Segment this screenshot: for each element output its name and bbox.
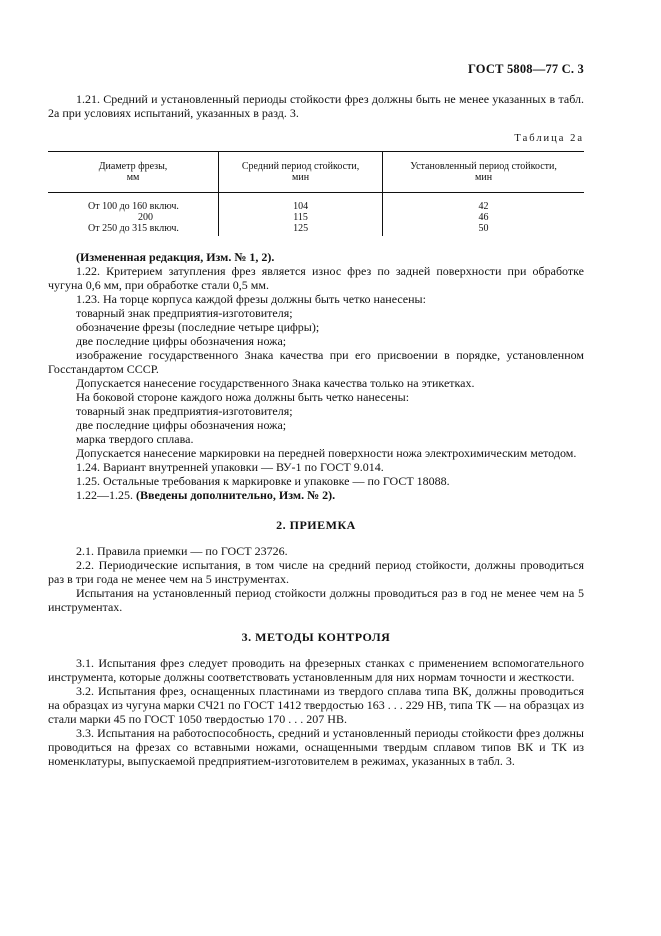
cell-diameter: От 250 до 315 включ. xyxy=(88,223,179,234)
col-header-set-life-unit: мин xyxy=(475,172,493,183)
cell-set-life: 42 xyxy=(383,193,584,213)
cell-set-life: 46 xyxy=(383,212,584,223)
col-header-diameter-title: Диаметр фрезы, xyxy=(98,161,168,172)
para-1-23: 1.23. На торце корпуса каждой фрезы должны быть четко нанесены: xyxy=(76,292,426,306)
list-item: марка твердого сплава. xyxy=(76,432,194,446)
list-item: товарный знак предприятия-изготовителя; xyxy=(76,404,293,418)
table-row xyxy=(48,212,584,223)
col-header-set-life-title: Установленный период стойкости, xyxy=(410,161,557,172)
table-2a xyxy=(48,151,584,236)
cell-diameter: От 100 до 160 включ. xyxy=(88,201,179,212)
para-1-22: 1.22. Критерием затупления фрез является износ фрез по задней поверхности при обработке чугуна 0,6 мм, при обработке стали 0,5 мм. xyxy=(48,264,584,292)
para-3-1: 3.1. Испытания фрез следует проводить на фрезерных станках с применением вспомогательного инструмента, которые должны соответствовать установленным для них нормам точности и жесткости. xyxy=(48,656,584,684)
page-header: ГОСТ 5808—77 С. 3 xyxy=(467,62,584,76)
col-header-avg-life xyxy=(219,152,383,193)
list-item: Допускается нанесение маркировки на передней поверхности ножа электрохимическим методом. xyxy=(76,446,577,460)
para-1-24: 1.24. Вариант внутренней упаковки — ВУ-1 по ГОСТ 9.014. xyxy=(76,460,384,474)
section-heading-acceptance: 2. ПРИЕМКА xyxy=(276,518,356,532)
para-2-2-b: Испытания на установленный период стойкости должны проводиться раз в год не менее чем на 5 инструментах. xyxy=(48,586,584,614)
amendment-note xyxy=(48,488,584,502)
cell-avg-life: 104 xyxy=(219,193,383,213)
cell-set-life: 50 xyxy=(383,223,584,236)
amendment-number: 1.22—1.25. xyxy=(76,488,133,502)
para-2-2: 2.2. Периодические испытания, в том числе на средний период стойкости, должны проводиться раз в три года не менее чем на 5 инструментах. xyxy=(48,558,584,586)
table-row xyxy=(48,193,584,213)
col-header-avg-life-unit: мин xyxy=(292,172,310,183)
list-item: товарный знак предприятия-изготовителя; xyxy=(76,306,293,320)
cell-diameter: 200 xyxy=(138,212,153,223)
list-item: обозначение фрезы (последние четыре цифры); xyxy=(76,320,320,334)
para-1-25: 1.25. Остальные требования к маркировке и упаковке — по ГОСТ 18088. xyxy=(76,474,450,488)
list-item: две последние цифры обозначения ножа; xyxy=(76,418,287,432)
col-header-avg-life-title: Средний период стойкости, xyxy=(241,161,360,172)
para-1-21: 1.21. Средний и установленный периоды стойкости фрез должны быть не менее указанных в табл. 2а при условиях испытаний, указанных в разд. 3. xyxy=(48,92,584,120)
list-item: изображение государственного Знака качества при его присвоении в порядке, установленном Госстандартом СССР. xyxy=(48,348,584,376)
list-item: две последние цифры обозначения ножа; xyxy=(76,334,287,348)
col-header-diameter-unit: мм xyxy=(126,172,140,183)
cell-avg-life: 125 xyxy=(219,223,383,236)
col-header-diameter xyxy=(48,152,219,193)
para-2-1: 2.1. Правила приемки — по ГОСТ 23726. xyxy=(76,544,288,558)
cell-avg-life: 115 xyxy=(219,212,383,223)
document-body xyxy=(48,92,584,768)
table-caption: Таблица 2а xyxy=(514,133,584,144)
amendment-text: (Введены дополнительно, Изм. № 2). xyxy=(136,488,336,502)
table-row xyxy=(48,223,584,236)
edition-note: (Измененная редакция, Изм. № 1, 2). xyxy=(76,250,275,264)
para-3-2: 3.2. Испытания фрез, оснащенных пластинами из твердого сплава типа ВК, должны проводиться на образцах из чугуна марки СЧ21 по ГОСТ 1412 твердостью 163 . . . 229 НВ, типа ТК — на образцах из стали марки 45 по ГОСТ 1050 твердостью 170 . . . 207 НВ. xyxy=(48,684,585,726)
list-item: На боковой стороне каждого ножа должны быть четко нанесены: xyxy=(76,390,410,404)
para-3-3: 3.3. Испытания на работоспособность, средний и установленный периоды стойкости фрез должны проводиться на фрезах со вставными ножами, оснащенными твердым сплавом типов ВК и ТК из номенклатуры, выпускаемой предприятием-изготовителем в режимах, указанных в табл. 3. xyxy=(48,726,584,768)
list-item: Допускается нанесение государственного Знака качества только на этикетках. xyxy=(76,376,475,390)
col-header-set-life xyxy=(383,152,584,193)
section-heading-methods: 3. МЕТОДЫ КОНТРОЛЯ xyxy=(241,630,391,644)
